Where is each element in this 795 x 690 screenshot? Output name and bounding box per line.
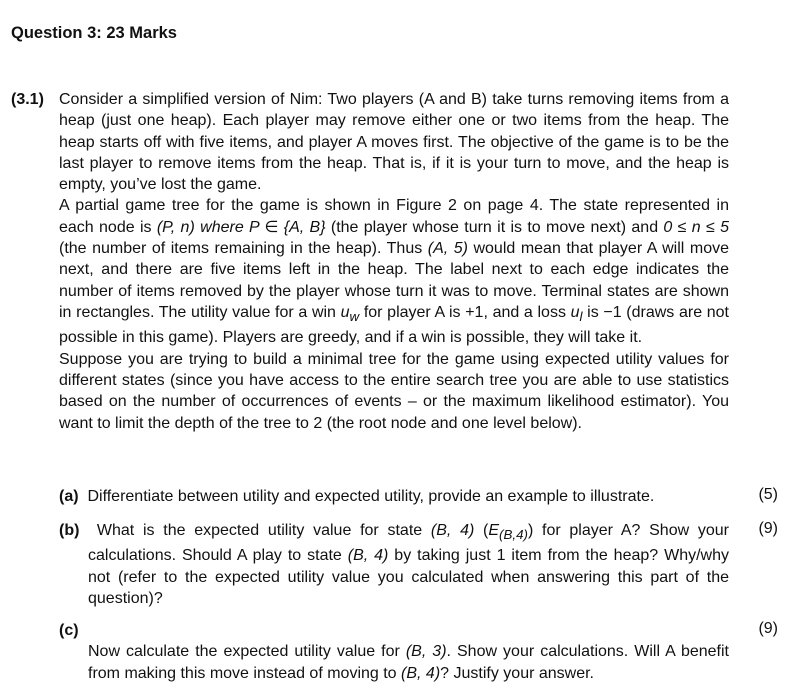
part-c-label: (c) <box>59 622 79 639</box>
text-segment: for player A? Show your calculations. Should A play to state <box>88 522 730 565</box>
text-segment: Now calculate the expected utility value for <box>88 643 406 661</box>
text-segment: . Show your calculations. Will A benefit from making this move instead of moving to <box>88 643 730 682</box>
math-utility-win <box>340 303 360 325</box>
math-eu-b4 <box>488 522 528 543</box>
part-c-text <box>59 641 729 684</box>
part-a-text <box>59 486 729 507</box>
math-e: E <box>488 522 500 539</box>
math-range: 0 ≤ n ≤ 5 <box>663 218 729 236</box>
part-c <box>59 620 729 684</box>
part-b-marks: (9) <box>758 520 778 537</box>
question-title: Question 3: 23 Marks <box>11 24 177 42</box>
math-player-set: where P ∈ {A, B} <box>200 218 326 236</box>
part-a-marks: (5) <box>758 486 778 503</box>
math-state-pn: (P, n) <box>156 218 195 236</box>
math-u: u <box>340 303 350 321</box>
part-b-label: (b) <box>59 522 80 539</box>
part-b-text: (b) What is the expected utility value for state (B, 4) $(E_{(B,4)})$ for player A? Show your calculations. Should A play to state (B, 4) by taking just 1 item from the heap? Why/why not (refer to the expected utility value you calculated when answering this part of the question)? <box>59 522 730 608</box>
part-c-marks: (9) <box>758 620 778 637</box>
text-segment: ? Justify your answer. <box>440 664 594 682</box>
part-a-question: Differentiate between utility and expected utility, provide an example to illustrate. <box>87 488 655 505</box>
text-segment: What is the expected utility value for state <box>96 522 431 539</box>
math-utility-loss <box>570 303 583 325</box>
part-a <box>59 486 729 507</box>
part-a-label: (a) <box>59 488 79 505</box>
paragraph-minimal-tree: Suppose you are trying to build a minimal tree for the game using expected utility values for different states (since you have access to the entire search tree you are able to use statistics based on the number of occurrences of events – or the maximum likelihood estimator). You want to limit the depth of the tree to 2 (the root node and one level below). <box>59 350 729 432</box>
paragraph-intro: Consider a simplified version of Nim: Two players (A and B) take turns removing items from a heap (just one heap). Each player may remove either one or two items from the heap. The heap starts off with five items, and player A moves first. The objective of the game is to be the last player to remove items from the heap. That is, if it is your turn to move, and the heap is empty, you’ve lost the game. <box>59 91 729 194</box>
math-state-b4: (B, 4) <box>347 547 389 565</box>
part-b <box>59 520 729 609</box>
math-state-b3: (B, 3) <box>405 643 447 661</box>
question-number: (3.1) <box>11 91 44 108</box>
math-sub-l: l <box>579 309 583 325</box>
math-state-b4: (B, 4) <box>430 522 475 539</box>
text-segment: would mean that player A will move next, and there are five items left in the heap. The label next to each edge indicates the number of items removed by the player whose turn it was to move. Terminal states are shown in rectangles. The utility value for a win <box>59 240 729 321</box>
text-segment: is −1 (draws are not possible in this game). Players are greedy, and if a win is possible, they will take it. <box>59 303 730 347</box>
text-segment: (the number of items remaining in the heap). Thus <box>59 240 428 258</box>
math-state-b4: (B, 4) <box>401 664 441 682</box>
paragraph-game-tree <box>59 195 729 348</box>
math-state-a5: (A, 5) <box>427 240 468 258</box>
math-u: u <box>570 303 580 321</box>
question-body <box>59 89 729 434</box>
math-sub-b4: (B,4) <box>499 527 528 543</box>
text-segment: (the player whose turn it is to move next) and <box>325 218 664 236</box>
math-sub-w: w <box>349 309 360 325</box>
text-segment: by taking just 1 item from the heap? Why/why not (refer to the expected utility value you calculated when answering this part of the question)? <box>88 547 729 608</box>
text-segment: for player A is +1, and a loss <box>359 303 571 321</box>
text-segment: A partial game tree for the game is shown in Figure 2 on page 4. The state represented in each node is <box>59 197 729 236</box>
